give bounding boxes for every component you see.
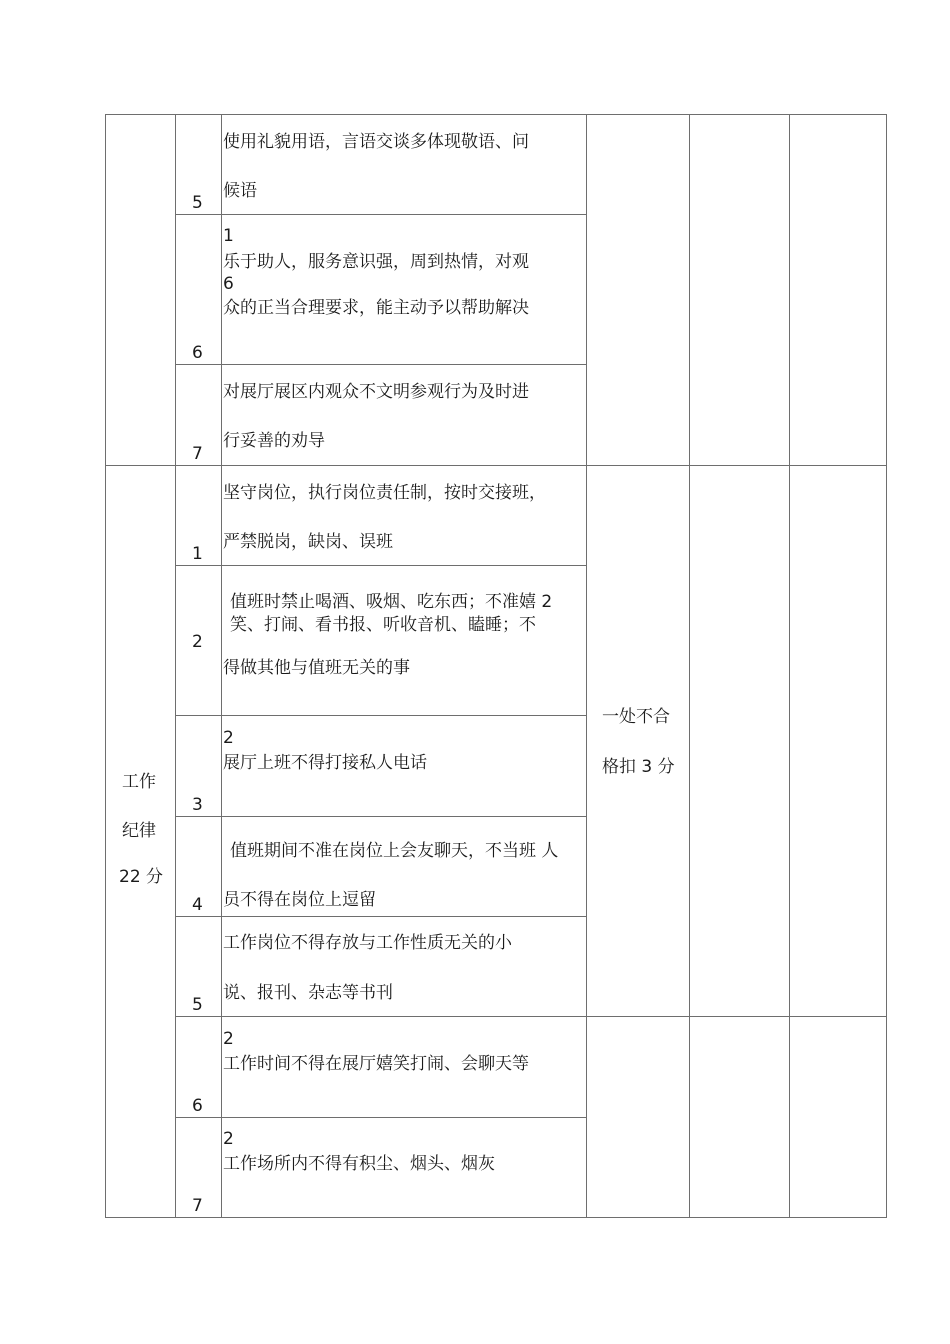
- row-divider: [175, 214, 586, 215]
- row-text: 坚守岗位，执行岗位责任制，按时交接班，: [223, 483, 546, 503]
- row-text: 值班时禁止喝酒、吸烟、吃东西；不准嬉 2: [230, 592, 553, 612]
- row-number: 3: [192, 795, 203, 815]
- table-border-right: [886, 114, 887, 1218]
- row-text: 工作时间不得在展厅嬉笑打闹、会聊天等: [223, 1054, 529, 1074]
- row-top-digit: 2: [223, 1029, 234, 1049]
- category-score: 22 分: [119, 867, 164, 887]
- row-text: 行妥善的劝导: [223, 431, 325, 451]
- row-text: 说、报刊、杂志等书刊: [223, 983, 393, 1003]
- table-border-top: [105, 114, 887, 115]
- row-number: 5: [192, 193, 203, 213]
- row-number: 5: [192, 995, 203, 1015]
- table-border-left: [105, 114, 106, 1218]
- row-number: 6: [192, 1096, 203, 1116]
- row-divider: [175, 364, 586, 365]
- group-divider: [175, 1016, 887, 1017]
- row-text: 工作场所内不得有积尘、烟头、烟灰: [223, 1154, 495, 1174]
- row-number: 7: [192, 444, 203, 464]
- row-text: 对展厅展区内观众不文明参观行为及时进: [223, 382, 529, 402]
- col-divider: [221, 114, 222, 1218]
- row-divider: [175, 816, 586, 817]
- table-border-bottom: [105, 1217, 887, 1218]
- row-number: 4: [192, 895, 203, 915]
- row-top-digit: 2: [223, 1129, 234, 1149]
- col-divider: [789, 114, 790, 1218]
- row-text: 值班期间不准在岗位上会友聊天，不当班 人: [230, 841, 559, 861]
- row-text: 候语: [223, 181, 257, 201]
- row-text: 笑、打闹、看书报、听收音机、瞌睡；不: [230, 615, 536, 635]
- row-number: 7: [192, 1196, 203, 1216]
- section-divider: [105, 465, 887, 466]
- row-text: 严禁脱岗，缺岗、误班: [223, 532, 393, 552]
- row-text: 得做其他与值班无关的事: [223, 658, 410, 678]
- col-divider: [689, 114, 690, 1218]
- row-top-digit: 2: [223, 728, 234, 748]
- col-divider: [586, 114, 587, 1218]
- deduction-rule: 格扣 3 分: [602, 757, 675, 777]
- row-mid-digit: 6: [223, 274, 234, 294]
- row-number: 6: [192, 343, 203, 363]
- category-label: 工作: [122, 772, 156, 792]
- row-number: 1: [192, 544, 203, 564]
- row-text: 展厅上班不得打接私人电话: [223, 753, 427, 773]
- row-number: 2: [192, 632, 203, 652]
- deduction-rule: 一处不合: [602, 707, 670, 727]
- row-text: 使用礼貌用语，言语交谈多体现敬语、问: [223, 132, 529, 152]
- row-divider: [175, 916, 586, 917]
- row-text: 工作岗位不得存放与工作性质无关的小: [223, 933, 512, 953]
- row-divider: [175, 565, 586, 566]
- col-divider: [175, 114, 176, 1218]
- row-divider: [175, 1117, 586, 1118]
- row-text: 员不得在岗位上逗留: [223, 890, 376, 910]
- row-divider: [175, 715, 586, 716]
- row-text: 乐于助人，服务意识强，周到热情，对观: [223, 252, 529, 272]
- category-label: 纪律: [122, 821, 156, 841]
- row-top-digit: 1: [223, 226, 234, 246]
- row-text: 众的正当合理要求，能主动予以帮助解决: [223, 298, 529, 318]
